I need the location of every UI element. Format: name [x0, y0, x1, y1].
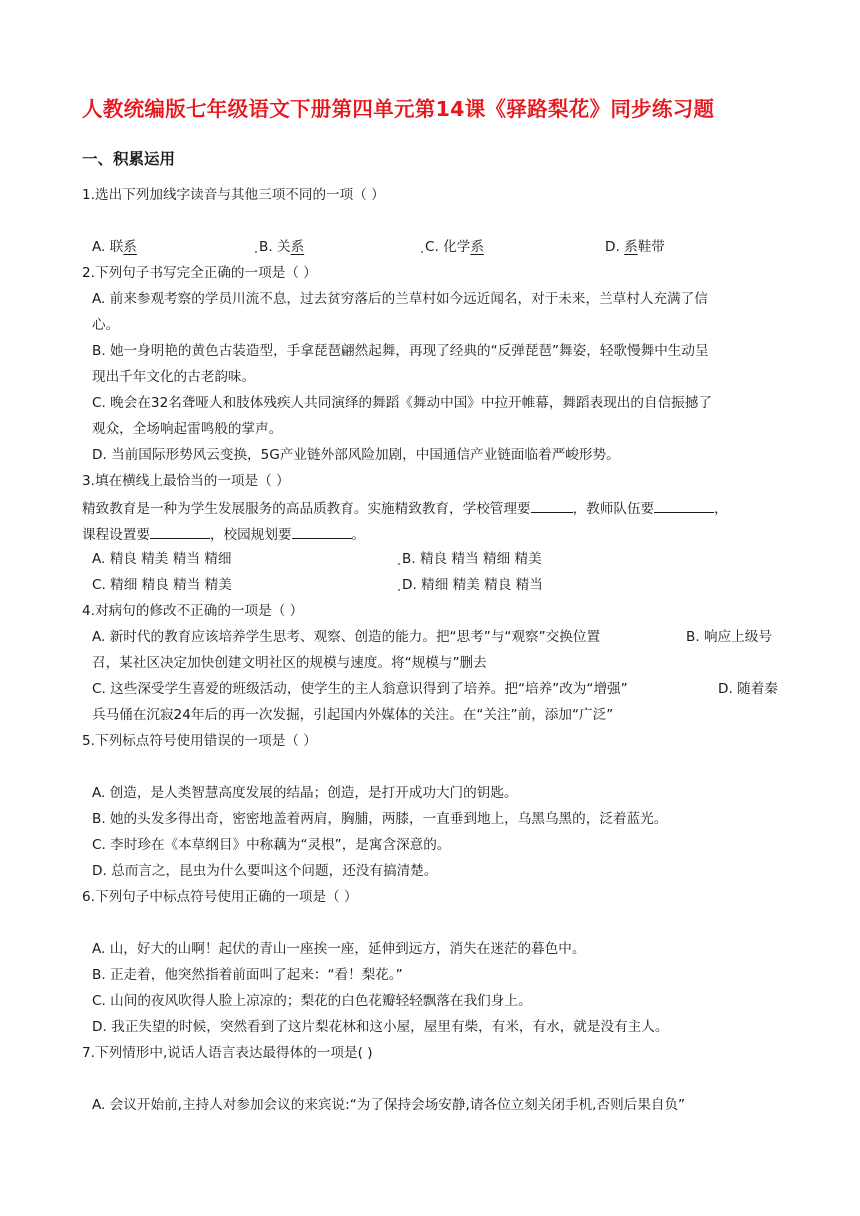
q2-option-d: D. 当前国际形势风云变换，5G产业链外部风险加剧，中国通信产业链面临着严峻形势。 — [92, 447, 620, 463]
section-heading: 一、积累运用 — [82, 150, 176, 168]
q2-option-c-cont: 观众，全场响起雷鸣般的掌声。 — [92, 421, 283, 437]
q3-option-a: A. 精良 精美 精当 精细 — [92, 551, 232, 567]
question-5-stem: 5.下列标点符号使用错误的一项是（ ） — [82, 733, 317, 749]
q1-option-a: A. 联系 — [92, 239, 137, 255]
q5-option-c: C. 李时珍在《本草纲目》中称藕为“灵根”，是寓含深意的。 — [92, 837, 451, 853]
document-title: 人教统编版七年级语文下册第四单元第14课《驿路梨花》同步练习题 — [82, 97, 715, 121]
q6-option-d: D. 我正失望的时候，突然看到了这片梨花林和这小屋，屋里有柴，有米，有水，就是没有主人。 — [92, 1019, 669, 1035]
q3-option-d: D. 精细 精美 精良 精当 — [402, 577, 543, 593]
q3-option-c: C. 精细 精良 精当 精美 — [92, 577, 232, 593]
q3-passage-line-1: 精致教育是一种为学生发展服务的高品质教育。实施精致教育，学校管理要 ，教师队伍要 ， — [82, 498, 728, 518]
q4-option-b-cont: 召，某社区决定加快创建文明社区的规模与速度。将“规模与”删去 — [92, 655, 487, 671]
question-6-stem: 6.下列句子中标点符号使用正确的一项是（ ） — [82, 889, 358, 905]
q3-passage-line-2: 课程设置要 ，校园规划要 。 — [82, 524, 365, 544]
q4-option-c: C. 这些深受学生喜爱的班级活动，使学生的主人翁意识得到了培养。把“培养”改为“增强” — [92, 681, 628, 697]
q6-option-c: C. 山间的夜风吹得人脸上凉凉的；梨花的白色花瓣轻轻飘落在我们身上。 — [92, 993, 532, 1009]
tab-leader-dot — [398, 589, 400, 591]
q2-option-c: C. 晚会在32名聋哑人和肢体残疾人共同演绎的舞蹈《舞动中国》中拉开帷幕，舞蹈表现出的自信振撼了 — [92, 395, 712, 411]
q5-option-d: D. 总而言之，昆虫为什么要叫这个问题，还没有搞清楚。 — [92, 863, 438, 879]
q5-option-a: A. 创造，是人类智慧高度发展的结晶；创造，是打开成功大门的钥匙。 — [92, 785, 518, 801]
question-7-stem: 7.下列情形中,说话人语言表达最得体的一项是( ) — [82, 1045, 373, 1061]
q7-option-a: A. 会议开始前,主持人对参加会议的来宾说:“为了保持会场安静,请各位立刻关闭手机,否则后果自负” — [92, 1097, 686, 1113]
q4-option-d: D. 随着秦 — [718, 681, 778, 697]
tab-leader-dot — [398, 563, 400, 565]
question-1-stem: 1.选出下列加线字读音与其他三项不同的一项（ ） — [82, 187, 385, 203]
q4-option-a: A. 新时代的教育应该培养学生思考、观察、创造的能力。把“思考”与“观察”交换位置 — [92, 629, 601, 645]
q5-option-b: B. 她的头发多得出奇，密密地盖着两肩，胸脯，两膝，一直垂到地上，乌黑乌黑的，泛着蓝光。 — [92, 811, 668, 827]
question-3-stem: 3.填在横线上最恰当的一项是（ ） — [82, 473, 290, 489]
q2-option-b-cont: 现出千年文化的古老韵味。 — [92, 369, 256, 385]
q6-option-b: B. 正走着，他突然指着前面叫了起来：“看！梨花。” — [92, 967, 403, 983]
tab-leader-dot — [255, 251, 257, 253]
q4-option-b: B. 响应上级号 — [686, 629, 772, 645]
tab-leader-dot — [421, 251, 423, 253]
q4-option-d-cont: 兵马俑在沉寂24年后的再一次发掘，引起国内外媒体的关注。在“关注”前，添加“广泛” — [92, 707, 614, 723]
q2-option-a-cont: 心。 — [92, 317, 120, 333]
q6-option-a: A. 山，好大的山啊！起伏的青山一座挨一座，延伸到远方，消失在迷茫的暮色中。 — [92, 941, 586, 957]
q1-option-b: B. 关系 — [259, 239, 305, 255]
question-4-stem: 4.对病句的修改不正确的一项是（ ） — [82, 603, 304, 619]
q2-option-a: A. 前来参观考察的学员川流不息，过去贫穷落后的兰草村如今远近闻名，对于未来，兰草村人充满了信 — [92, 291, 708, 307]
q1-option-d: D. 系鞋带 — [605, 239, 665, 255]
question-2-stem: 2.下列句子书写完全正确的一项是（ ） — [82, 265, 317, 281]
q3-option-b: B. 精良 精当 精细 精美 — [402, 551, 542, 567]
q2-option-b: B. 她一身明艳的黄色古装造型，手拿琵琶翩然起舞，再现了经典的“反弹琵琶”舞姿，轻歌慢舞中生动呈 — [92, 343, 709, 359]
q1-option-c: C. 化学系 — [425, 239, 484, 255]
